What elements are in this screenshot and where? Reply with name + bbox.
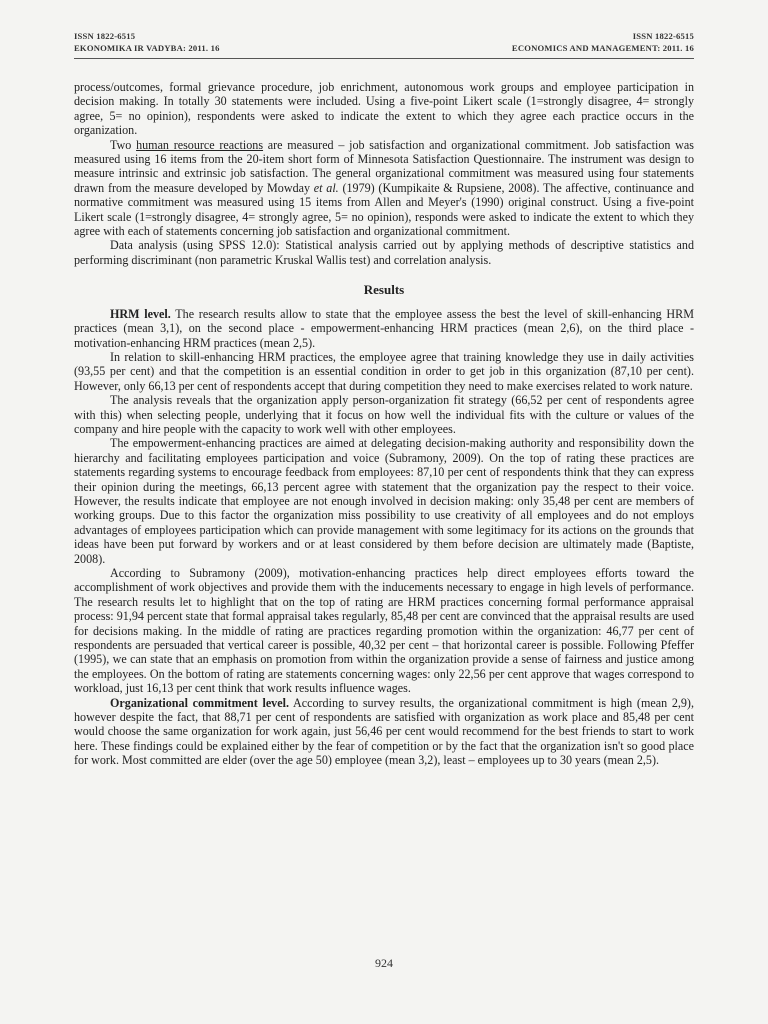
bold-lead: HRM level.	[110, 306, 171, 321]
header-divider	[74, 58, 694, 59]
paragraph	[74, 138, 694, 239]
text-span: (1979) (Kumpikaite & Rupsiene, 2008). The affective, continuance and normative commitment was measured using 15 items from Allen and Meyer's (1990) original construct. Using a five-point Likert scale (1=strongly disagree, 4= strongly agree, 5= no opinion), responds were asked to indicate the extent to which they agree with each of statements concerning job satisfaction and organizational commitment.	[74, 180, 695, 239]
paragraph	[74, 307, 694, 350]
italic-term: et al.	[313, 180, 339, 195]
page-number: 924	[375, 956, 393, 970]
header-left-journal: EKONOMIKA IR VADYBA: 2011. 16	[74, 43, 220, 53]
text-span: The research results allow to state that the employee assess the best the level of skill-enhancing HRM practices (mean 3,1), on the second place - empowerment-enhancing HRM practices (mean 2,6), on the third place - motivation-enhancing HRM practices (mean 2,5).	[74, 306, 694, 350]
bold-lead: Organizational commitment level.	[110, 695, 289, 710]
header-right-issn: ISSN 1822-6515	[632, 31, 694, 41]
header-left-issn: ISSN 1822-6515	[74, 31, 136, 41]
paragraph: The analysis reveals that the organization apply person-organization fit strategy (66,52 per cent of respondents agree with this) when selecting people, underlying that it focus on how well the individual fits with the culture or values of the company and hire people with the capacity to work well with other employees.	[74, 393, 694, 436]
paragraph: In relation to skill-enhancing HRM practices, the employee agree that training knowledge they use in daily activities (93,55 per cent) and that the competition is an essential condition in order to get job in this organization (87,10 per cent). However, only 66,13 per cent of respondents accept that during competition they need to make exercises related to work nature.	[74, 349, 694, 393]
paragraph	[74, 696, 694, 768]
page-body	[74, 80, 694, 768]
running-header	[74, 30, 694, 54]
paragraph: According to Subramony (2009), motivation-enhancing practices help direct employees efforts toward the accomplishment of work objectives and provide them with the inducements necessary to engage in high levels of performance. The research results let to highlight that on the top of rating are HRM practices concerning formal performance appraisal process: 91,94 percent state that formal appraisal takes regularly, 85,48 per cent are convinced that the appraisal results are used for decisions making. In the middle of rating are practices regarding promotion within the organization: 46,77 per cent of respondents are persuaded that vertical career is possible, 40,32 per cent – that horizontal career is possible. Following Pfeffer (1995), we can state that an emphasis on promotion from within the organization provide a sense of fairness and justice among the employees. On the bottom of rating are statements concerning wages: only 22,56 per cent approve that wages correspond to workload, just 16,13 per cent think that work results influence wages.	[74, 566, 694, 696]
text-span: According to survey results, the organizational commitment is high (mean 2,9), however despite the fact, that 88,71 per cent of respondents are satisfied with organization as work place and 85,48 per cent would choose the same organization for work again, just 56,46 per cent would recommend for the best friends to start to work here. These findings could be explained either by the fear of competition or by the fact that the organization isn't so good place for work. Most committed are elder (over the age 50) employee (mean 3,2), least – employees up to 30 years (mean 2,5).	[74, 695, 694, 768]
header-right-journal: ECONOMICS AND MANAGEMENT: 2011. 16	[511, 43, 694, 53]
text-span: are measured – job satisfaction and organizational commitment. Job satisfaction was measured using 16 items from the 20-item short form of Minnesota Satisfaction Questionnaire. The instrument was design to measure intrinsic and extrinsic job satisfaction. The general organizational commitment was measured using four statements drawn from the measure developed by Mowday	[74, 137, 694, 195]
text-span: Two	[110, 137, 137, 152]
paragraph: process/outcomes, formal grievance procedure, job enrichment, autonomous work groups and employee participation in decision making. In totally 30 statements were included. Using a five-point Likert scale (1=strongly disagree, 4= strongly agree, 5= no opinion), respondents were asked to indicate the extent to which they agree each practice occurs in the organization.	[74, 80, 694, 138]
paragraph: Data analysis (using SPSS 12.0): Statistical analysis carried out by applying methods of descriptive statistics and performing discriminant (non parametric Kruskal Wallis test) and correlation analysis.	[74, 238, 694, 267]
section-heading: Results	[363, 282, 405, 298]
underlined-term: human resource reactions	[136, 137, 264, 152]
paragraph: The empowerment-enhancing practices are aimed at delegating decision-making authority and responsibility down the hierarchy and facilitating employees participation and voice (Subramony, 2009). On the top of rating these practices are statements regarding systems to encourage feedback from employees: 87,10 per cent of respondents think that they can express their opinion during the meetings, 66,13 percent agree with statement that the organization pay the respect to their voice. However, the results indicate that employee are not enough involved in decision making: only 35,48 per cent are members of working groups. Due to this factor the organization miss possibility to use creativity of all employees and do not employs advantages of employees participation which can provide management with some legitimacy for its actions on the grounds that ideas have been put forward by workers and or at least considered by them before decision are ultimately made (Baptiste, 2008).	[74, 436, 694, 566]
